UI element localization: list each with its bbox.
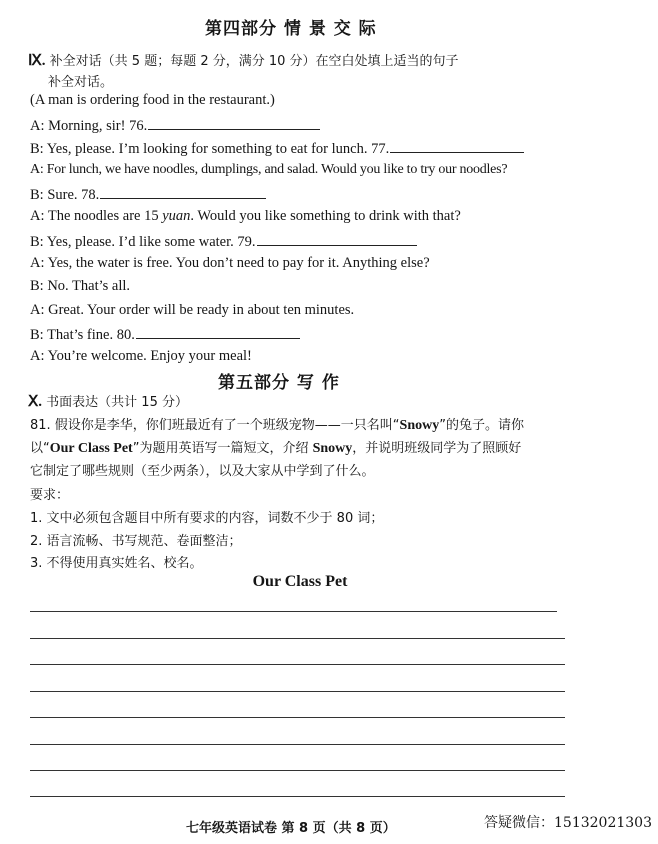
dialogue-line-7: A: Yes, the water is free. You don’t need to pay for it. Anything else? [30,255,430,271]
writing-prompt-line2 [30,437,521,457]
dialogue-line-6 [30,232,417,251]
writing-line[interactable] [30,691,565,692]
page-footer: 七年级英语试卷 第 8 页（共 8 页） [186,821,396,836]
part4-title: 第四部分 情 景 交 际 [205,19,377,39]
writing-prompt-line1 [30,414,524,434]
section-9-instruction [28,50,459,70]
prompt-text: ”为题用英语写一篇短文，介绍 [132,441,313,456]
dialogue-line-11: A: You’re welcome. Enjoy your meal! [30,348,252,364]
dialogue-text: . Would you like something to drink with that? [190,208,461,224]
prompt-keyword: Our Class Pet [49,441,133,456]
section-9-instruction-line1: 补全对话（共 5 题；每题 2 分，满分 10 分）在空白处填上适当的句子 [49,54,459,69]
dialogue-line-4 [30,185,266,204]
writing-line[interactable] [30,744,565,745]
writing-line[interactable] [30,796,565,797]
prompt-keyword: Snowy [312,441,353,456]
dialogue-context: (A man is ordering food in the restaurant.) [30,92,275,108]
section-10-instruction [28,391,188,411]
prompt-text: 以“ [30,441,50,456]
dialogue-line-2 [30,139,524,158]
dialogue-line-3: A: For lunch, we have noodles, dumplings, and salad. Would you like to try our noodles? [30,162,508,177]
part5-title: 第五部分 写 作 [218,373,340,393]
writing-line[interactable] [30,664,565,665]
section-9-number: Ⅸ. [28,53,46,69]
dialogue-italic-text: yuan [162,208,191,224]
writing-line[interactable] [30,770,565,771]
dialogue-line-9: A: Great. Your order will be ready in about ten minutes. [30,302,355,318]
prompt-keyword: Snowy [399,418,440,433]
dialogue-text: B: Yes, please. I’m looking for something to eat for lunch. 77. [30,141,390,157]
dialogue-line-5 [30,208,461,225]
dialogue-line-8: B: No. That’s all. [30,278,131,294]
dialogue-text: A: The noodles are 15 [30,208,163,224]
answer-blank-76[interactable] [148,116,320,130]
dialogue-text: B: Yes, please. I’d like some water. 79. [30,234,256,250]
writing-line[interactable] [30,611,557,612]
answer-blank-80[interactable] [136,325,300,339]
writing-line[interactable] [30,717,565,718]
dialogue-text: B: Sure. 78. [30,187,100,203]
requirement-2: 2. 语言流畅、书写规范、卷面整洁； [30,534,242,549]
answer-blank-77[interactable] [390,139,524,153]
writing-prompt-line3: 它制定了哪些规则（至少两条），以及大家从中学到了什么。 [30,464,375,479]
prompt-text: ，并说明班级同学为了照顾好 [352,441,522,456]
answer-blank-78[interactable] [100,185,266,199]
section-10-number: Ⅹ. [28,394,43,410]
requirements-title: 要求： [30,488,70,503]
requirement-3: 3. 不得使用真实姓名、校名。 [30,556,203,571]
answer-blank-79[interactable] [257,232,417,246]
dialogue-text: A: Morning, sir! 76. [30,118,148,134]
section-10-instruction-text: 书面表达（共计 15 分） [46,395,188,410]
watermark-text: 答疑微信：15132021303 [484,815,652,831]
prompt-text: ”的兔子。请你 [439,418,524,433]
writing-line[interactable] [30,638,565,639]
essay-title: Our Class Pet [252,573,348,590]
prompt-text: 81. 假设你是李华，你们班最近有了一个班级宠物——一只名叫“ [30,418,400,433]
requirement-1: 1. 文中必须包含题目中所有要求的内容，词数不少于 80 词； [30,511,384,526]
dialogue-line-1 [30,116,320,135]
dialogue-line-10 [30,325,300,344]
section-9-instruction-line2: 补全对话。 [48,75,114,90]
dialogue-text: B: That’s fine. 80. [30,327,135,343]
